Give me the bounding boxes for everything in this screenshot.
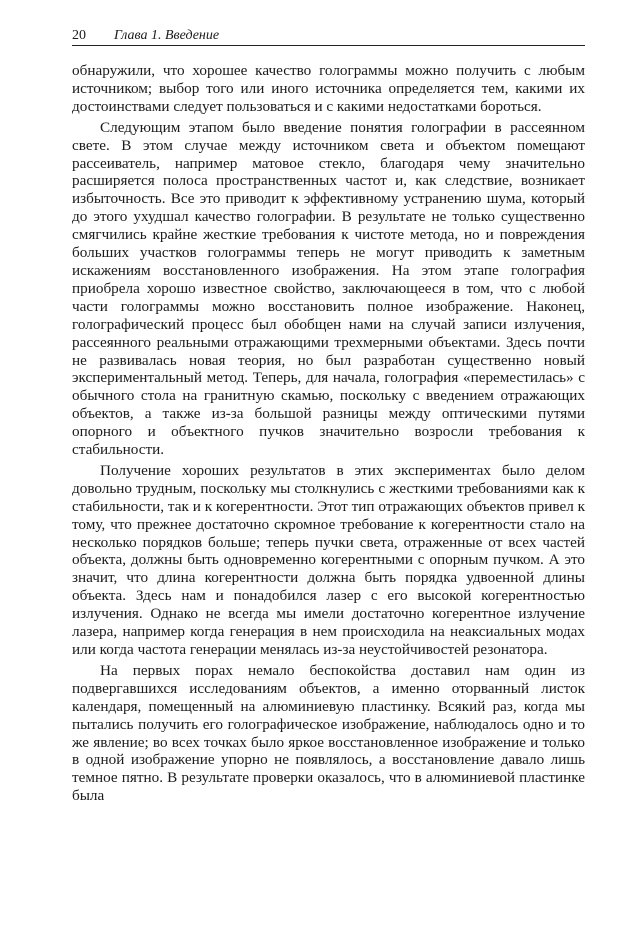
running-title: Глава 1. Введение <box>114 28 220 43</box>
paragraph: Следующим этапом было введение понятия голографии в рассеянном свете. В этом случае между источником света и объектом помещают рассеиватель, например матовое стекло, благодаря чему значительно расширяется полоса пространственных частот и, как следствие, возникает избыточность. Все это приводит к эффективному устранению шума, который до этого ухудшал качество голографии. В результате не только существенно смягчились крайне жесткие требования к чистоте метода, но и повреждения больших участков голограммы теперь не могут приводить к заметным искажениям восстановленного изображения. На этом этапе голография приобрела хорошо известное свойство, заключающееся в том, что с любой части голограммы можно восстановить полное изображение. Наконец, голографический процесс был обобщен нами на случай записи излучения, рассеянного реальными отражающими трехмерными объектами. Здесь почти не развивалась новая теория, но был разработан существенно новый экспериментальный метод. Теперь, для начала, голография «переместилась» с обычного стола на гранитную скамью, поскольку с введением отражающих объектов, а также из-за большой разницы между оптическими путями опорного и объектного пучков значительно возросли требования к стабильности. <box>72 118 585 459</box>
paragraph: Получение хороших результатов в этих экспериментах было делом довольно трудным, поскольку мы столкнулись с жесткими требованиями как к стабильности, так и к когерентности. Этот тип отражающих объектов привел к тому, что прежнее достаточно скромное требование к когерентности стало на несколько порядков больше; теперь пучки света, отраженные от всех частей объекта, должны быть одновременно когерентными с опорным пучком. А это значит, что длина когерентности должна быть порядка удвоенной длины объекта. Здесь нам и понадобился лазер с его высокой когерентностью излучения. Однако не всегда мы имели достаточно когерентное излучение лазера, например когда генерация в нем происходила на неаксиальных модах или когда частота генерации менялась из-за неустойчивостей резонатора. <box>72 461 585 658</box>
running-header <box>72 25 585 46</box>
paragraph-continuation: обнаружили, что хорошее качество голограммы можно получить с любым источником; выбор того или иного источника определяется тем, какими их достоинствами следует пользоваться и с какими недостатками бороться. <box>72 62 585 115</box>
page-number: 20 <box>72 28 86 43</box>
body-text <box>72 62 585 805</box>
paragraph: На первых порах немало беспокойства доставил нам один из подвергавшихся исследованиям объектов, а именно оторванный листок календаря, помещенный на алюминиевую пластинку. Всякий раз, когда мы пытались получить его голографическое изображение, наблюдалось одно и то же явление; во всех точках было яркое восстановленное изображение и только в одной изображение упорно не появлялось, а восстановление давало лишь темное пятно. В результате проверки оказалось, что в алюминиевой пластинке была <box>72 661 585 805</box>
